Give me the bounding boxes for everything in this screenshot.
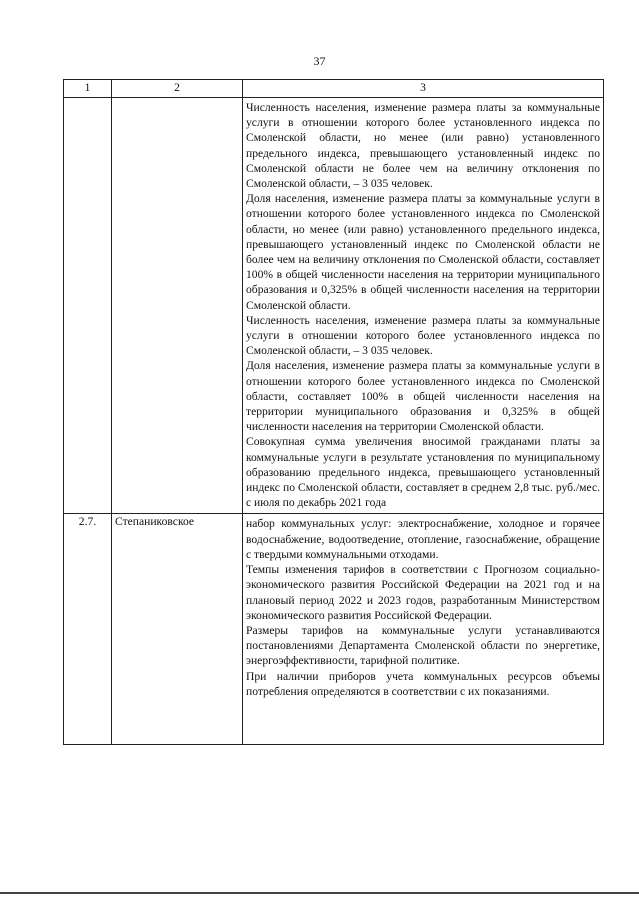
paragraph: Численность населения, изменение размера платы за коммунальные услуги в отношении которого более установленного индекса по Смоленской области, – 3 035 человек. [246,313,600,358]
description-cell [243,98,604,514]
document-table [63,79,604,745]
municipality-name: Степаниковское [112,514,243,745]
paragraph: Совокупная сумма увеличения вносимой гражданами платы за коммунальные услуги в результате установления по муниципальному образованию предельного индекса, превышающего установленный индекс по Смоленской области, составляет в среднем 2,8 тыс. руб./мес. с июля по декабрь 2021 года [246,435,600,510]
page-number: 37 [313,54,326,68]
paragraph: При наличии приборов учета коммунальных ресурсов объемы потребления определяются в соответствии с их показаниями. [246,669,600,698]
row-number: 2.7. [64,514,112,745]
header-col-1: 1 [64,80,112,98]
header-col-2: 2 [112,80,243,98]
row-number [64,98,112,514]
paragraph: Размеры тарифов на коммунальные услуги устанавливаются постановлениями Департамента Смоленской области по энергетике, энергоэффективности, тарифной политике. [246,623,600,668]
paragraph: набор коммунальных услуг: электроснабжение, холодное и горячее водоснабжение, водоотведение, отопление, газоснабжение, обращение с твердыми коммунальными отходами. [246,517,600,561]
header-col-3: 3 [243,80,604,98]
table-row [64,514,604,745]
description-cell [243,514,604,745]
table-row [64,98,604,514]
paragraph: Темпы изменения тарифов в соответствии с Прогнозом социально-экономического развития Российской Федерации на 2021 год и на плановый период 2022 и 2023 годов, разработанным Министерством экономического развития Российской Федерации. [246,563,600,622]
paragraph: Доля населения, изменение размера платы за коммунальные услуги в отношении которого более установленного индекса по Смоленской области, но менее (или равно) установленного предельного индекса, превышающего установленный индекс по Смоленской области не более чем на величину отклонения по Смоленской области, составляет 100% в общей численности населения на территории муниципального образования и 0,325% в общей численности населения на территории Смоленской области. [246,192,600,312]
table-header-row [64,80,604,98]
paragraph: Численность населения, изменение размера платы за коммунальные услуги в отношении которого более установленного индекса по Смоленской области, но менее (или равно) установленного предельного индекса, превышающего установленный индекс по Смоленской области не более чем на величину отклонения по Смоленской области, – 3 035 человек. [246,101,600,191]
paragraph: Доля населения, изменение размера платы за коммунальные услуги в отношении которого более установленного индекса по Смоленской области, составляет 100% в общей численности населения на территории муниципального образования и 0,325% в общей численности населения на территории Смоленской области. [246,359,600,434]
municipality-name [112,98,243,514]
page-bottom-divider [0,892,639,894]
